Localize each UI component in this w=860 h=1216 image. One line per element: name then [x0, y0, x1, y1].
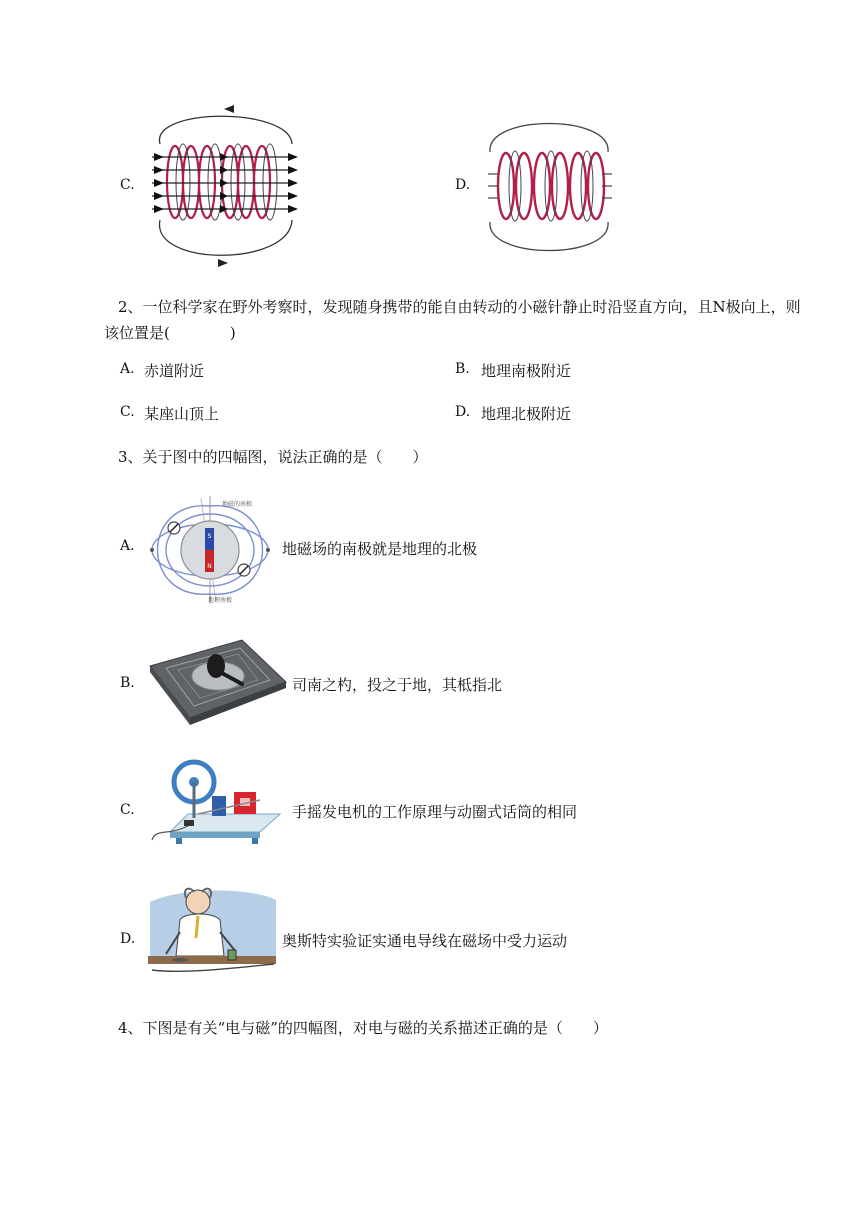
q3-option-d-text: 奥斯特实验证实通电导线在磁场中受力运动: [282, 932, 568, 950]
fig-label-geomagnetic-south: 地磁的南极: [222, 501, 253, 508]
oersted-experiment-figure: [144, 882, 280, 986]
q2-stem: 2、一位科学家在野外考察时，发现随身携带的能自由转动的小磁针静止时沿竖直方向，且N极向上，则该位置是( ): [104, 298, 801, 342]
q3-option-c-label: C.: [120, 802, 135, 818]
sinan-compass-figure: [146, 638, 288, 728]
q2-option-c-text: 某座山顶上: [144, 405, 220, 423]
q3-stem: 3、关于图中的四幅图，说法正确的是（ ）: [118, 448, 428, 466]
q2-option-d-text: 地理北极附近: [481, 405, 572, 423]
q3-option-a-text: 地磁场的南极就是地理的北极: [282, 540, 478, 558]
q1-option-c-label: C.: [120, 177, 135, 193]
earth-magnetic-field-figure: [146, 494, 276, 606]
q3-option-c-text: 手摇发电机的工作原理与动圈式话筒的相同: [292, 803, 578, 821]
q3-option-b-label: B.: [120, 675, 135, 691]
q2-option-a-label: A.: [120, 361, 135, 377]
q2-option-c-label: C.: [120, 404, 135, 420]
hand-crank-generator-figure: [148, 756, 288, 852]
solenoid-with-field-lines-figure: [150, 102, 300, 270]
q2-option-d-label: D.: [455, 404, 471, 420]
q2-option-b-text: 地理南极附近: [481, 362, 572, 380]
q3-option-a-label: A.: [120, 538, 135, 554]
svg-text:S: S: [207, 533, 212, 540]
solenoid-figure: [484, 114, 616, 260]
q3-option-b-text: 司南之杓，投之于地，其柢指北: [292, 676, 503, 694]
q2-option-a-text: 赤道附近: [144, 362, 205, 380]
q2-option-b-label: B.: [455, 361, 470, 377]
q1-option-d-label: D.: [455, 177, 471, 193]
q4-stem: 4、下图是有关“电与磁”的四幅图，对电与磁的关系描述正确的是（ ）: [118, 1019, 608, 1037]
fig-label-geographic-south: 地理南极: [208, 597, 233, 604]
svg-text:N: N: [207, 563, 212, 570]
q3-option-d-label: D.: [120, 931, 136, 947]
